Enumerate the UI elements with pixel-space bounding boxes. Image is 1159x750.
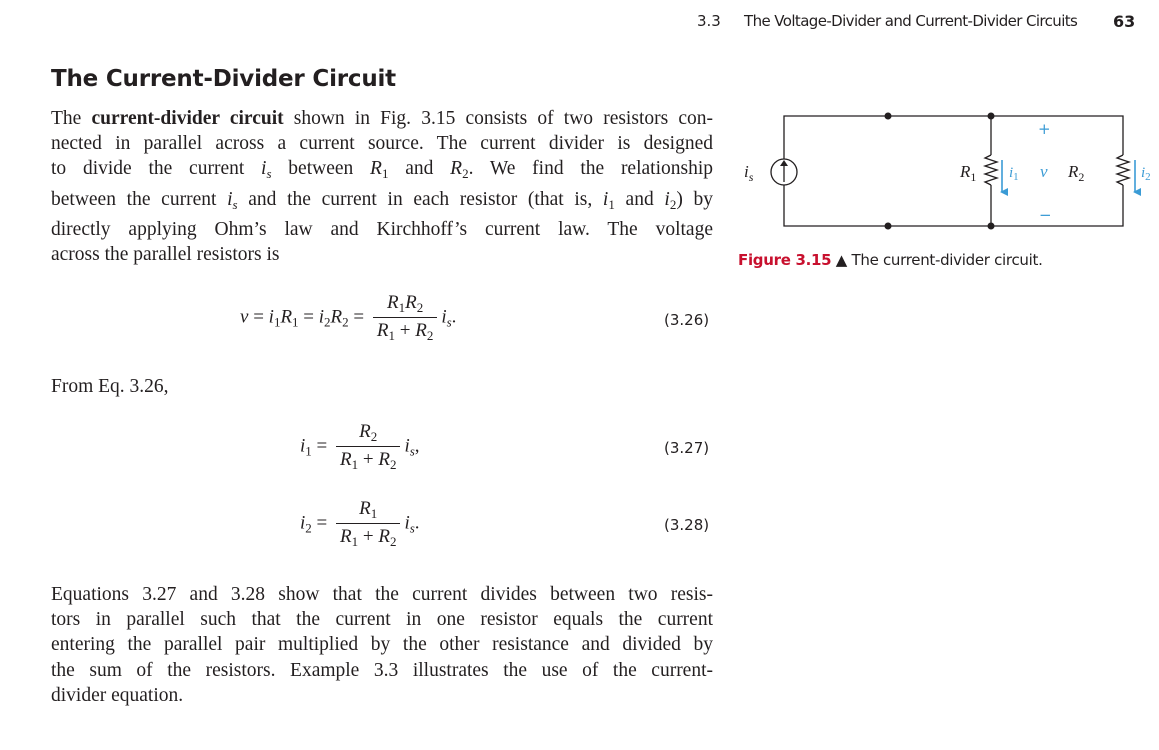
equation-3-26: $v = i_1R_1 = i_2R_2$ = $\frac{R_1R_2}{R_1 + R_2}$ $i_s$.	[240, 292, 457, 343]
equation-3-28: $i_2$ = $\frac{R_1}{R_1 + R_2}$ $i_s$.	[300, 498, 420, 549]
figure-caption-text: The current-divider circuit.	[847, 251, 1043, 269]
fraction: $\frac{R_2}{R_1 + R_2}$	[336, 421, 400, 473]
chapter-title: The Voltage-Divider and Current-Divider Circuits	[744, 12, 1078, 30]
paragraph-line: entering the parallel pair multiplied by the other resistance and divided by	[51, 634, 713, 656]
paragraph-line: the sum of the resistors. Example 3.3 illustrates the use of the current-	[51, 659, 713, 681]
figure-caption	[738, 251, 1043, 269]
paragraph-line: between the current $i_s$ and the current in each resistor (that is, $i_1$ and $i_2$) by	[51, 188, 713, 212]
r2-label: $R_2$	[1068, 162, 1085, 184]
voltage-label: v	[1040, 162, 1048, 181]
section-number: 3.3	[697, 12, 721, 30]
resistor-r1	[985, 155, 997, 185]
node-dots	[885, 113, 995, 230]
paragraph-intro	[51, 106, 713, 267]
triangle-icon: ▲	[835, 251, 848, 269]
paragraph-line: across the parallel resistors is	[51, 244, 280, 266]
paragraph-line: divider equation.	[51, 684, 184, 706]
fraction: $\frac{R_1R_2}{R_1 + R_2}$	[373, 292, 437, 344]
minus-sign: −	[1039, 206, 1052, 224]
r1-label: $R_1$	[960, 162, 977, 184]
resistor-r2	[1117, 155, 1129, 185]
figure-label: Figure 3.15	[738, 251, 832, 269]
page-number: 63	[1113, 12, 1136, 31]
source-label: $i_s$	[744, 162, 754, 184]
paragraph-line: Equations 3.27 and 3.28 show that the current divides between two resis-	[51, 584, 713, 605]
key-term: current-divider circuit	[91, 108, 284, 129]
paragraph-line: directly applying Ohm’s law and Kirchhoff’s current law. The voltage	[51, 218, 713, 240]
i2-label: $i_2$	[1141, 165, 1151, 183]
equation-number: (3.27)	[664, 439, 710, 457]
section-heading: The Current-Divider Circuit	[51, 66, 396, 92]
equation-number: (3.28)	[664, 516, 710, 534]
paragraph-line: tors in parallel such that the current in one resistor equals the current	[51, 609, 713, 631]
equation-number: (3.26)	[664, 311, 710, 329]
plus-sign: +	[1038, 120, 1051, 138]
paragraph-conclusion	[51, 582, 713, 708]
paragraph-line: The current-divider circuit shown in Fig. 3.15 consists of two resistors con-	[51, 108, 713, 129]
from-equation-text: From Eq. 3.26,	[51, 376, 169, 397]
fraction: $\frac{R_1}{R_1 + R_2}$	[336, 498, 400, 550]
i1-label: $i_1$	[1009, 165, 1019, 183]
current-source	[771, 159, 797, 185]
running-head	[0, 12, 1159, 34]
equation-3-27: $i_1$ = $\frac{R_2}{R_1 + R_2}$ $i_s$,	[300, 421, 420, 472]
paragraph-line: to divide the current $i_s$ between $R_1$ and $R_2$. We find the relationship	[51, 158, 714, 182]
current-divider-circuit-figure	[738, 100, 1151, 240]
paragraph-line: nected in parallel across a current source. The current divider is designed	[51, 133, 713, 155]
